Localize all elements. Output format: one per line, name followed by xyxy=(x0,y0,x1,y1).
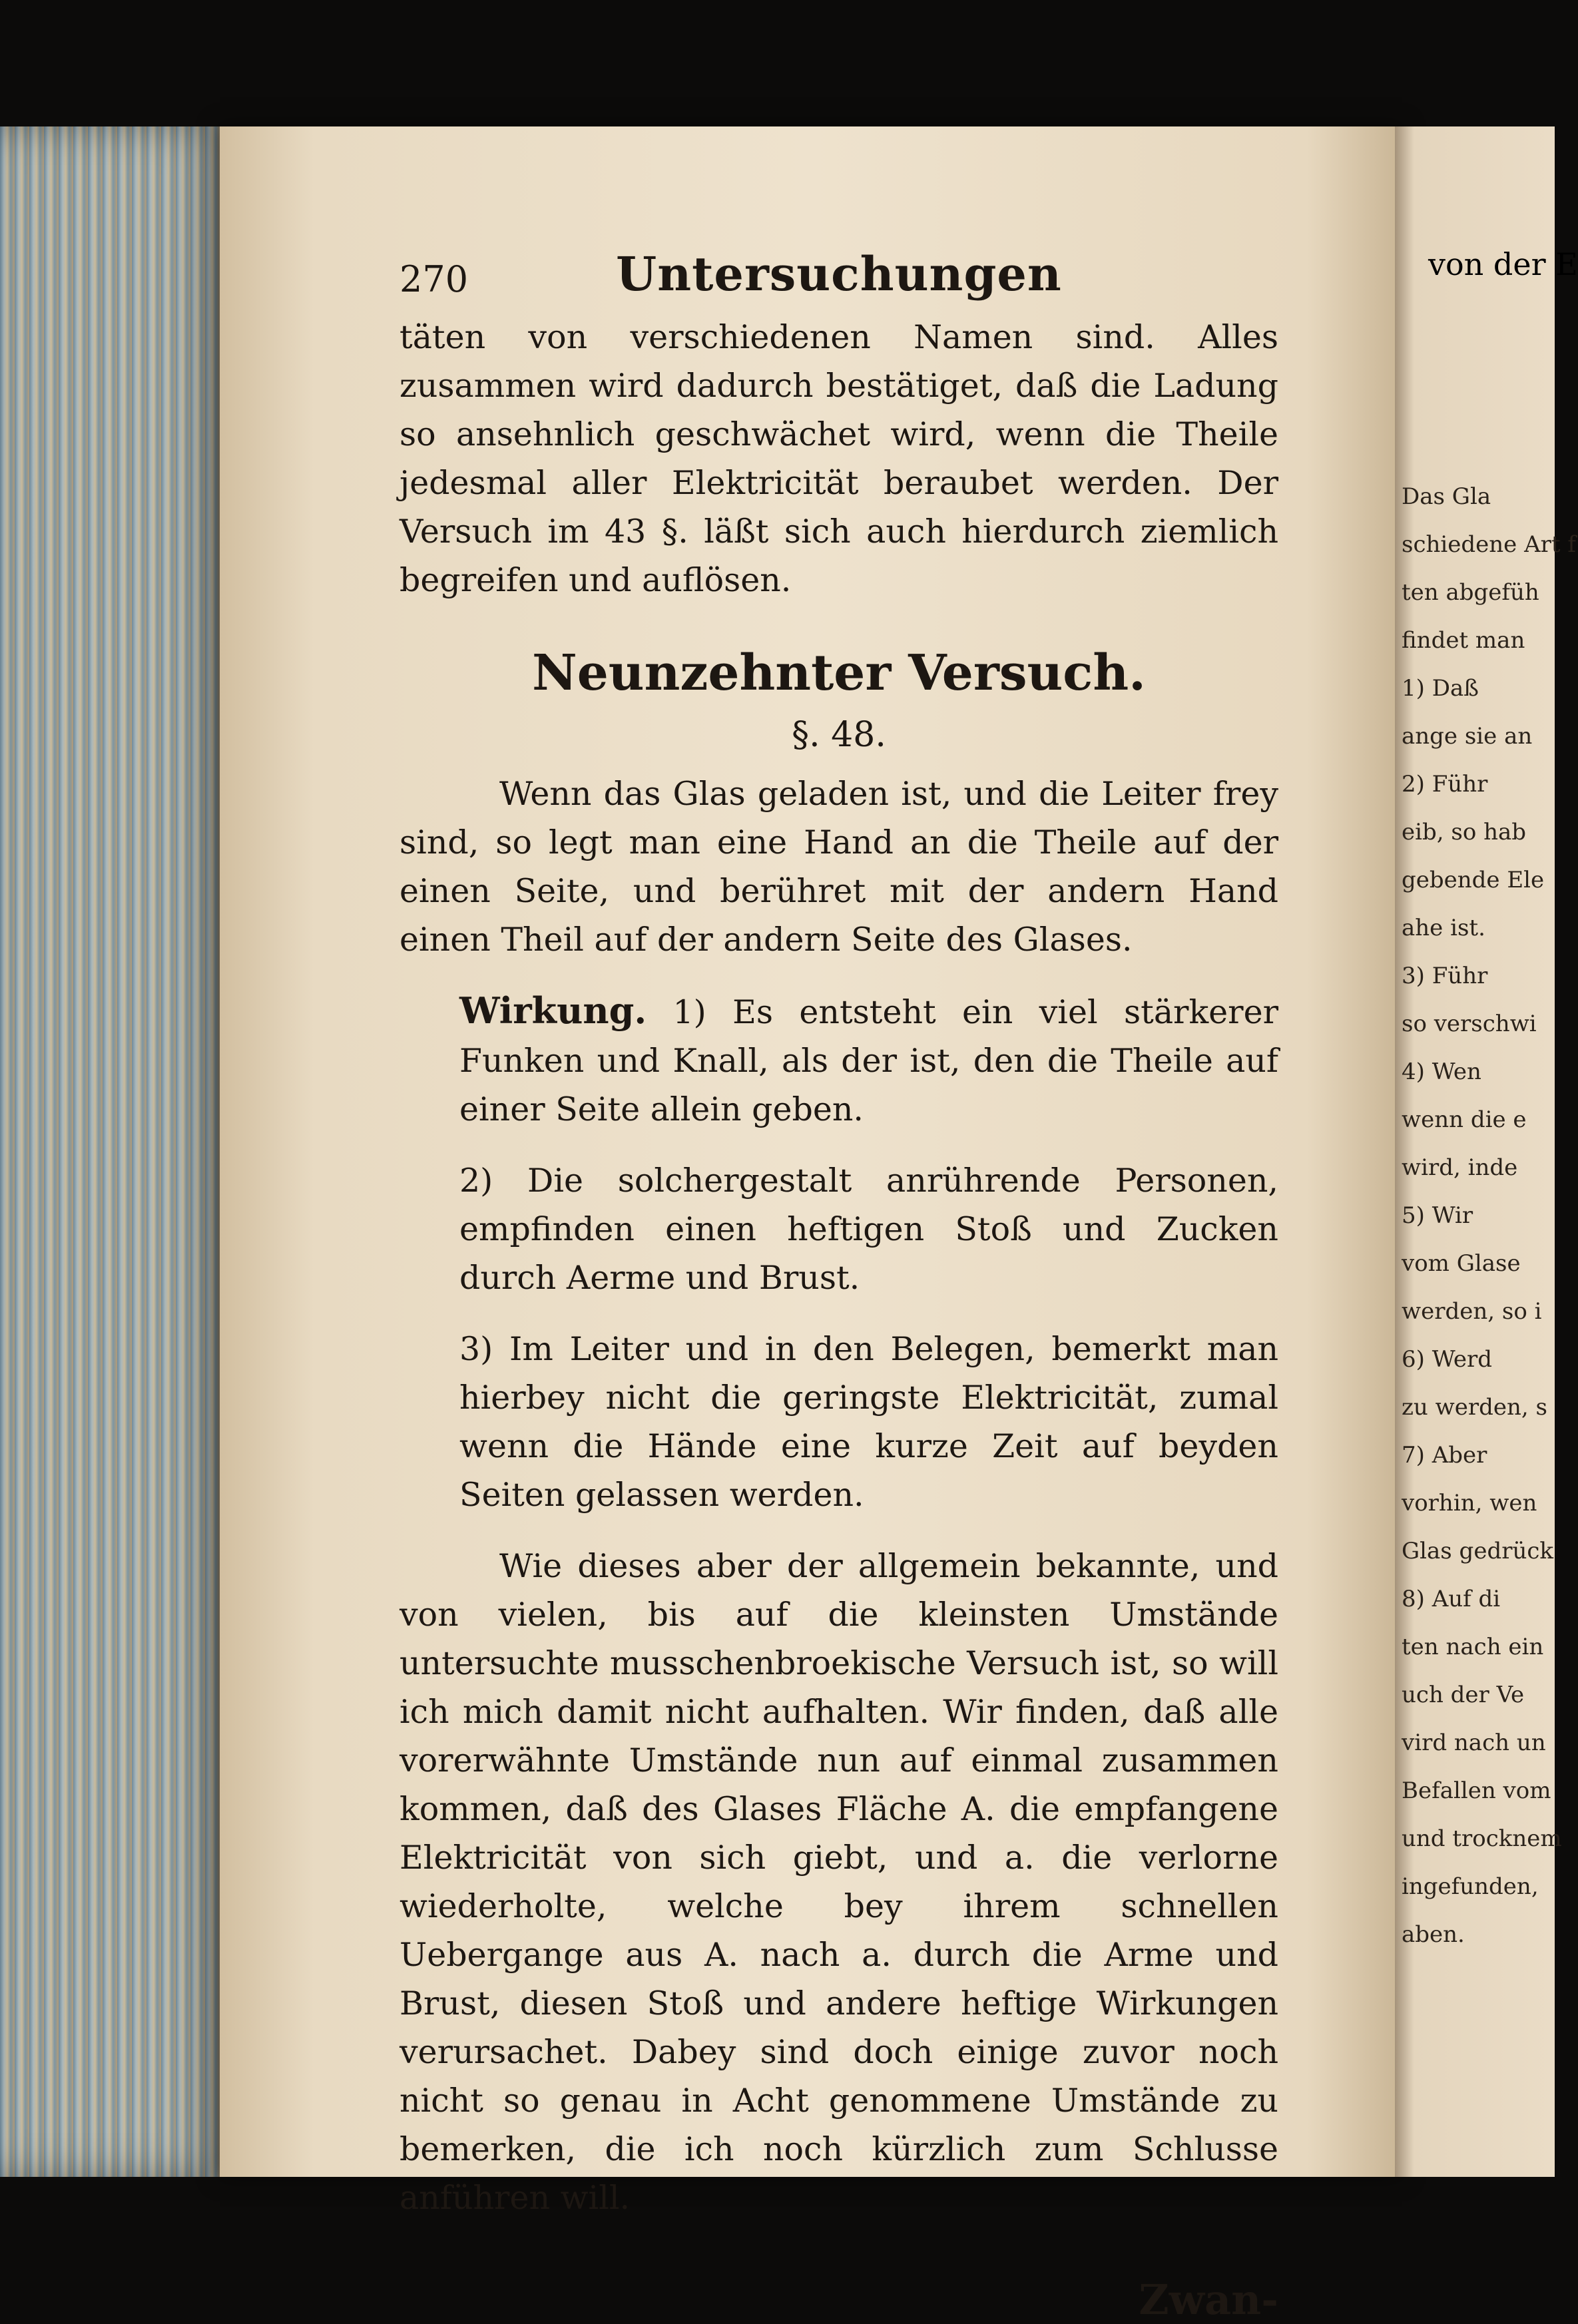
left-page xyxy=(220,126,1402,2324)
facing-line: vorhin, wen xyxy=(1402,1490,1537,1516)
facing-line: 4) Wen xyxy=(1402,1058,1481,1085)
facing-line: schiedene Art f xyxy=(1402,531,1576,558)
facing-line: 6) Werd xyxy=(1402,1346,1493,1373)
section-number: §. 48. xyxy=(792,715,886,755)
effect-paragraph-1 xyxy=(399,987,1278,1134)
facing-line: aben. xyxy=(1402,1921,1465,1948)
facing-line: Glas gedrück xyxy=(1402,1538,1554,1564)
facing-page-lines xyxy=(1402,473,1576,1959)
section-title: Neunzehnter Versuch. xyxy=(532,644,1146,702)
facing-line: gebende Ele xyxy=(1402,867,1545,893)
facing-line: werden, so i xyxy=(1402,1298,1542,1325)
facing-line: ten nach ein xyxy=(1402,1634,1544,1660)
page-header xyxy=(399,246,1278,313)
effect-item-1: 1) Es entsteht ein viel stärkerer Funken und Knall, als der ist, den die Theile auf einer Seite allein geben. xyxy=(459,993,1278,1128)
facing-line: wenn die e xyxy=(1402,1106,1527,1133)
facing-line: ahe ist. xyxy=(1402,915,1485,941)
facing-line: so verschwi xyxy=(1402,1011,1537,1037)
facing-line: 1) Daß xyxy=(1402,675,1479,702)
facing-line: 2) Führ xyxy=(1402,771,1488,798)
facing-page-fragment xyxy=(1395,126,1578,2177)
discussion-paragraph: Wie dieses aber der allgemein bekannte, und von vielen, bis auf die kleinsten Umstände untersuchte musschenbroekische Versuch ist, so will ich mich damit nicht aufhalten. Wir finden, daß alle vorerwähnte Umstände nun auf einmal zusammen kommen, daß des Glases Fläche A. die empfangene Elektricität von sich giebt, und a. die verlorne wiederholte, welche bey ihrem schnellen Uebergange aus A. nach a. durch die Arme und Brust, diesen Stoß und andere heftige Wirkungen verursachet. Dabey sind doch einige zuvor noch nicht so genau in Acht genommene Umstände zu bemerken, die ich noch kürzlich zum Schlusse anführen will. xyxy=(399,1547,1278,2217)
facing-line: 8) Auf di xyxy=(1402,1586,1501,1612)
facing-page-header: von der E xyxy=(1428,246,1578,282)
effect-label: Wirkung. xyxy=(459,989,647,1032)
catchword: Zwan- xyxy=(1139,2275,1278,2324)
facing-line: eib, so hab xyxy=(1402,819,1527,845)
facing-line: ten abgefüh xyxy=(1402,579,1539,606)
facing-line: 3) Führ xyxy=(1402,963,1488,989)
facing-line: 5) Wir xyxy=(1402,1202,1473,1229)
facing-line: vom Glase xyxy=(1402,1250,1521,1277)
facing-line: 7) Aber xyxy=(1402,1442,1487,1469)
facing-line: Befallen vom xyxy=(1402,1777,1551,1804)
facing-line: Das Gla xyxy=(1402,483,1491,510)
book-page-edges xyxy=(0,126,226,2177)
facing-line: vird nach un xyxy=(1402,1730,1546,1756)
facing-line: uch der Ve xyxy=(1402,1682,1525,1708)
facing-line: und trocknem xyxy=(1402,1825,1562,1852)
open-book xyxy=(0,126,1578,2324)
facing-line: ange sie an xyxy=(1402,723,1533,750)
effect-item-2: 2) Die solchergestalt anrührende Personen, empfinden einen heftigen Stoß und Zucken durch Aerme und Brust. xyxy=(459,1162,1278,1297)
page-text-block xyxy=(399,246,1278,2324)
facing-line: findet man xyxy=(1402,627,1525,654)
facing-line: zu werden, s xyxy=(1402,1394,1547,1421)
effect-item-3: 3) Im Leiter und in den Belegen, bemerkt man hierbey nicht die geringste Elektricität, zumal wenn die Hände eine kurze Zeit auf beyden Seiten gelassen werden. xyxy=(459,1330,1278,1514)
page-number: 270 xyxy=(399,258,469,300)
facing-line: wird, inde xyxy=(1402,1154,1518,1181)
procedure-paragraph: Wenn das Glas geladen ist, und die Leiter frey sind, so legt man eine Hand an die Theile auf der einen Seite, und berühret mit der andern Hand einen Theil auf der andern Seite des Glases. xyxy=(399,775,1278,959)
opening-paragraph: täten von verschiedenen Namen sind. Alles zusammen wird dadurch bestätiget, daß die Ladung so ansehnlich geschwächet wird, wenn die Theile jedesmal aller Elektricität beraubet werden. Der Versuch im 43 §. läßt sich auch hierdurch ziemlich begreifen und auflösen. xyxy=(399,318,1278,599)
running-title: Untersuchungen xyxy=(616,246,1062,302)
facing-line: ingefunden, xyxy=(1402,1873,1539,1900)
